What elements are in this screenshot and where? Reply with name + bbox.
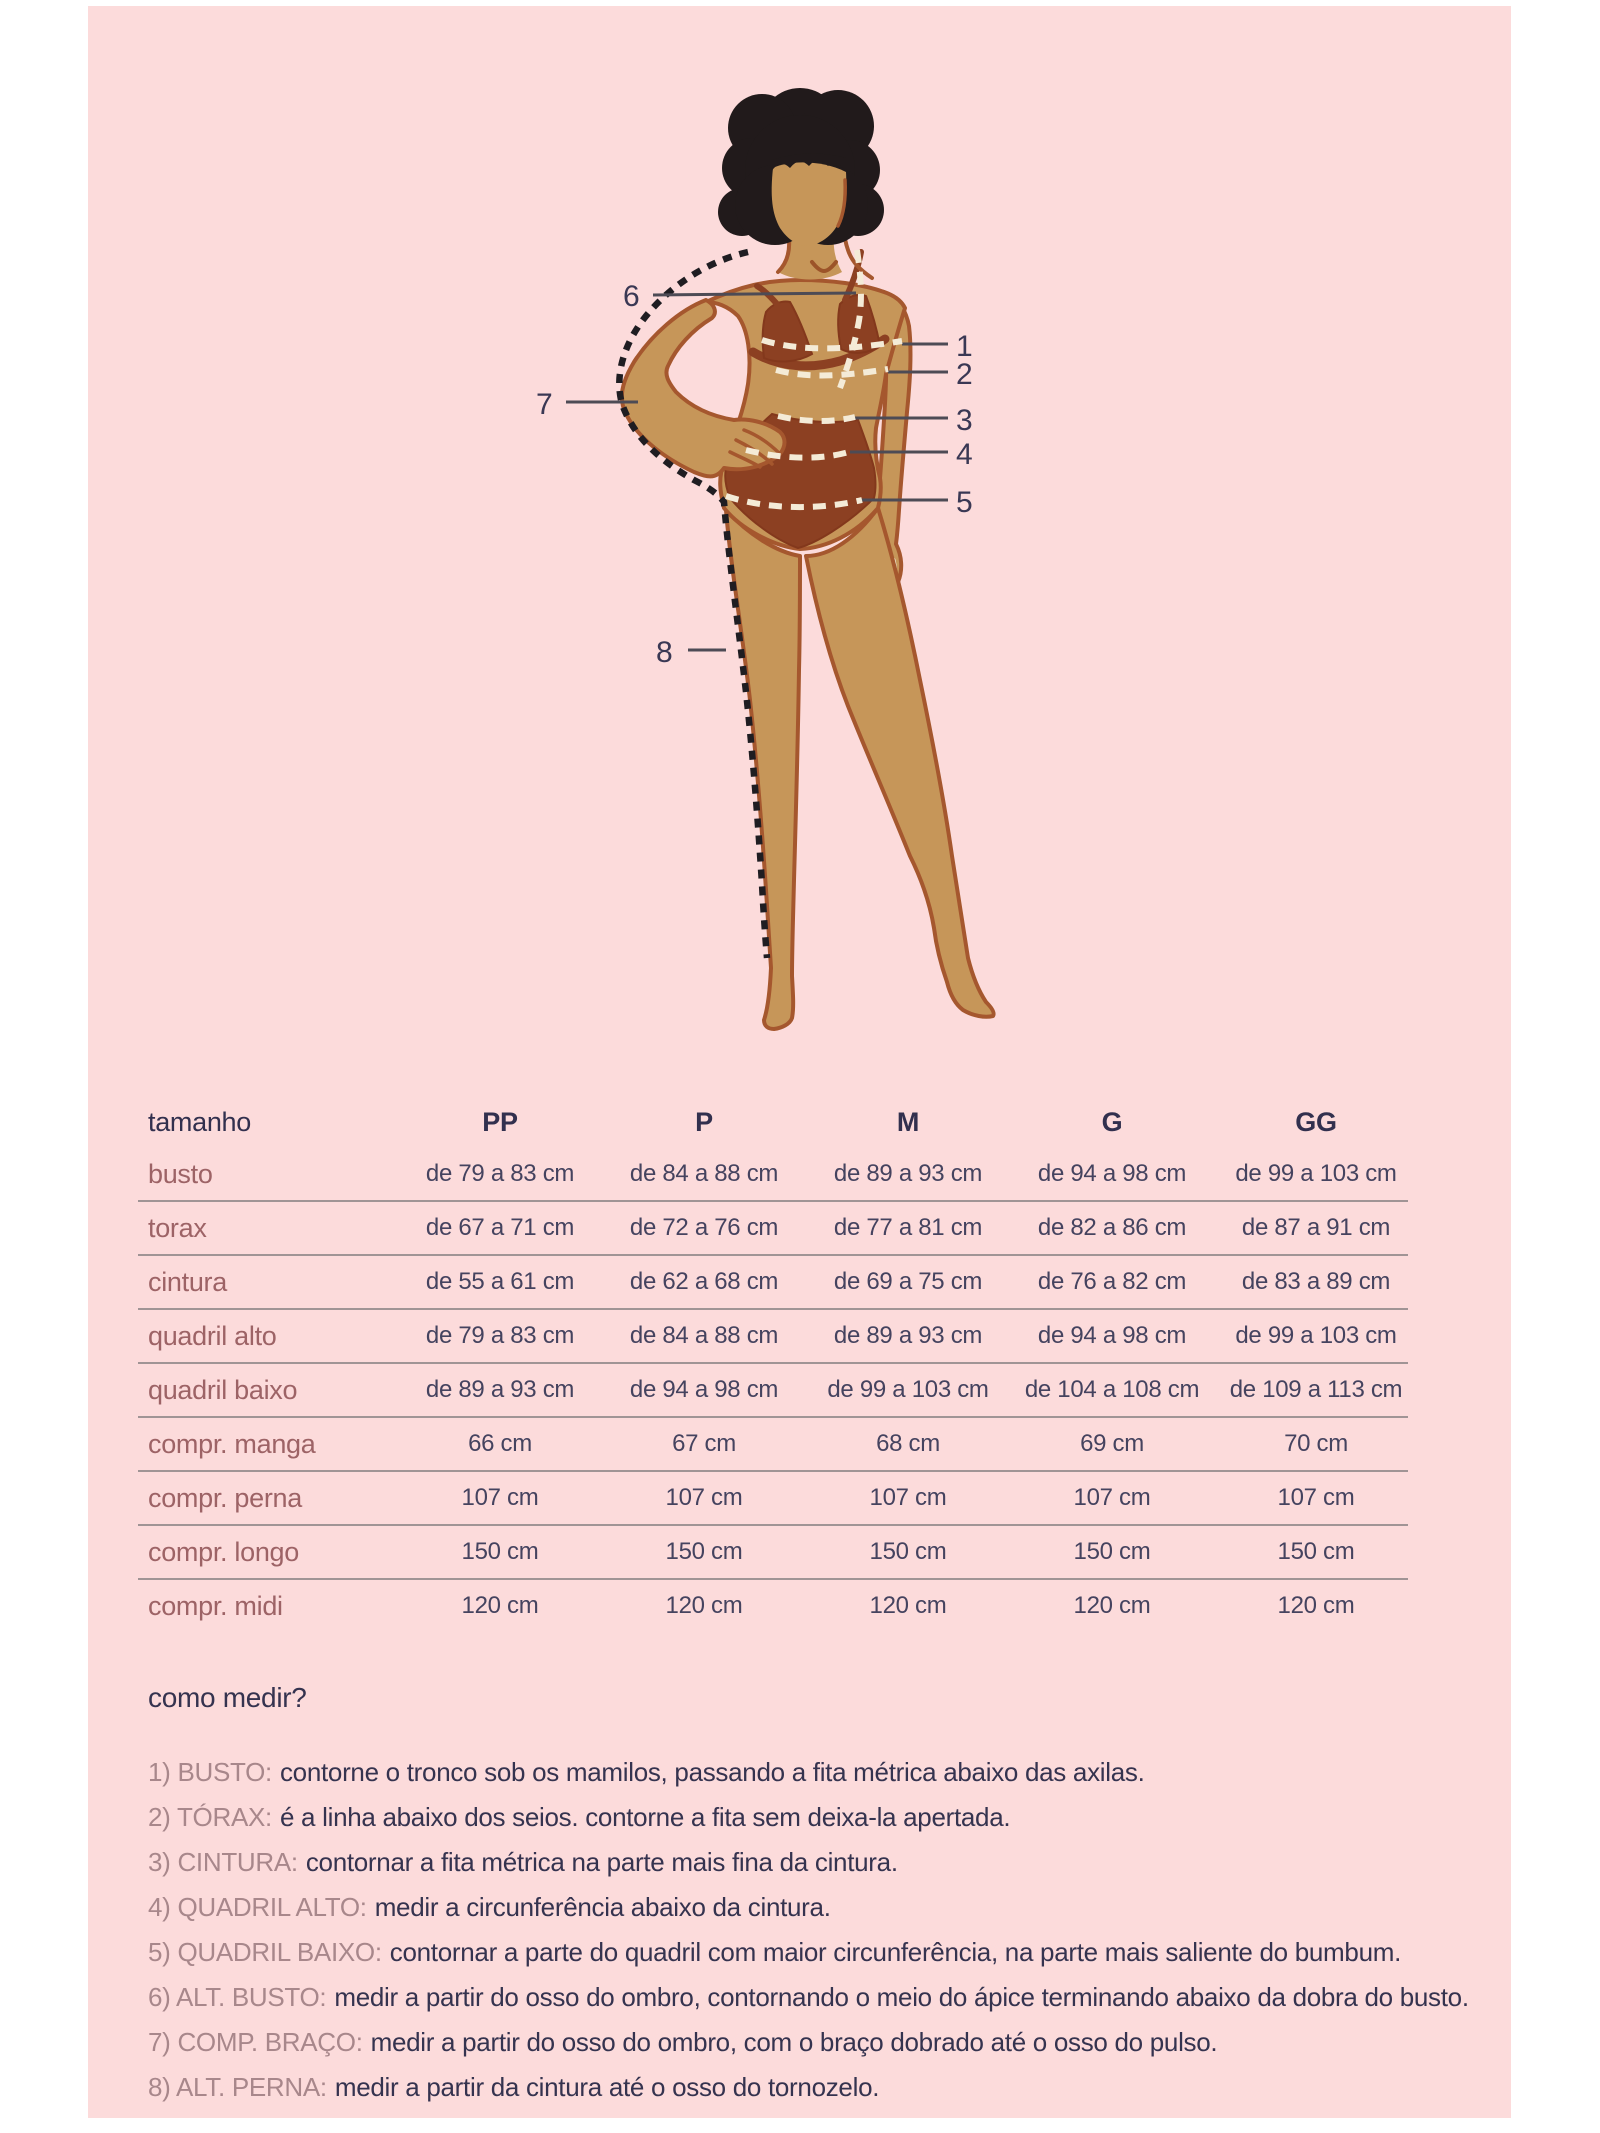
figure-marker-3: 3 (956, 404, 973, 437)
instruction-busto: 1) BUSTO: contorne o tronco sob os mamilos, passando a fita métrica abaixo das axilas. (148, 1757, 1145, 1787)
instruction-comp-braco: 7) COMP. BRAÇO: medir a partir do osso do ombro, com o braço dobrado até o osso do pulso. (148, 2027, 1218, 2057)
instruction-torax: 2) TÓRAX: é a linha abaixo dos seios. contorne a fita sem deixa-la apertada. (148, 1802, 1011, 1832)
size-table (138, 1096, 1408, 1632)
figure-marker-1: 1 (956, 330, 973, 363)
figure-marker-5: 5 (956, 486, 973, 519)
instruction-alt-busto: 6) ALT. BUSTO: medir a partir do osso do ombro, contornando o meio do ápice terminando abaixo da dobra do busto. (148, 1982, 1469, 2012)
how-to-measure-list (148, 1750, 1478, 2110)
instruction-quadril-baixo: 5) QUADRIL BAIXO: contornar a parte do quadril com maior circunferência, na parte mais saliente do bumbum. (148, 1937, 1402, 1967)
table-row-quadril-baixo: quadril baixo de 89 a 93 cm de 94 a 98 cm de 99 a 103 cm de 104 a 108 cm de 109 a 113 cm (138, 1364, 1408, 1418)
table-row-compr-perna: compr. perna 107 cm 107 cm 107 cm 107 cm 107 cm (138, 1472, 1408, 1526)
column-header-m: M (896, 1106, 920, 1137)
instruction-quadril-alto: 4) QUADRIL ALTO: medir a circunferência abaixo da cintura. (148, 1892, 831, 1922)
figure-right-leg (806, 508, 994, 1017)
figure-marker-7: 7 (536, 388, 553, 421)
figure-marker-6: 6 (623, 280, 640, 313)
size-table-header-row (138, 1096, 1408, 1148)
measurement-figure-illustration (520, 80, 1010, 1040)
table-row-quadril-alto: quadril alto de 79 a 83 cm de 84 a 88 cm de 89 a 93 cm de 94 a 98 cm de 99 a 103 cm (138, 1310, 1408, 1364)
table-row-compr-midi: compr. midi 120 cm 120 cm 120 cm 120 cm 120 cm (148, 1590, 1355, 1621)
how-to-measure-title: como medir? (148, 1682, 307, 1713)
table-row-compr-longo: compr. longo 150 cm 150 cm 150 cm 150 cm 150 cm (138, 1526, 1408, 1580)
figure-marker-8: 8 (656, 636, 673, 669)
table-row-cintura: cintura de 55 a 61 cm de 62 a 68 cm de 69 a 75 cm de 76 a 82 cm de 83 a 89 cm (138, 1256, 1408, 1310)
column-header-p: P (695, 1106, 713, 1137)
figure-marker-2: 2 (956, 358, 973, 391)
size-table-corner-label: tamanho (148, 1106, 251, 1137)
column-header-g: G (1101, 1106, 1123, 1137)
column-header-pp: PP (482, 1106, 518, 1137)
figure-left-leg (726, 510, 800, 1029)
table-row-torax: torax de 67 a 71 cm de 72 a 76 cm de 77 a 81 cm de 82 a 86 cm de 87 a 91 cm (138, 1202, 1408, 1256)
figure-marker-4: 4 (956, 438, 973, 471)
column-header-gg: GG (1295, 1106, 1337, 1137)
table-row-busto: busto de 79 a 83 cm de 84 a 88 cm de 89 a 93 cm de 94 a 98 cm de 99 a 103 cm (138, 1148, 1408, 1202)
table-row-compr-manga: compr. manga 66 cm 67 cm 68 cm 69 cm 70 cm (138, 1418, 1408, 1472)
instruction-cintura: 3) CINTURA: contornar a fita métrica na parte mais fina da cintura. (148, 1847, 898, 1877)
instruction-alt-perna: 8) ALT. PERNA: medir a partir da cintura até o osso do tornozelo. (148, 2072, 880, 2102)
